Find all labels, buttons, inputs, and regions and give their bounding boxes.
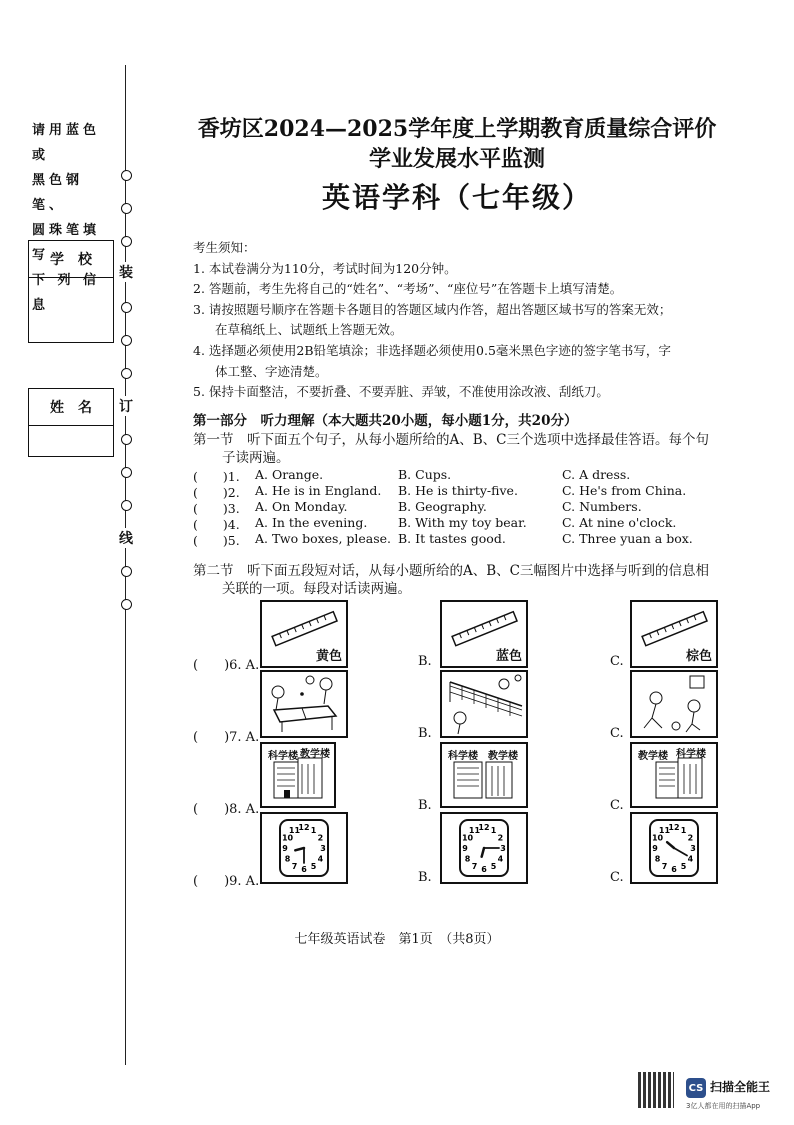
q6-option-b-label: B. (418, 654, 432, 669)
option-b: B. Cups. (398, 467, 452, 482)
q7-picture-b[interactable] (440, 670, 528, 738)
q8-picture-c[interactable] (630, 742, 718, 808)
q7-option-b-label: B. (418, 726, 432, 741)
option-a: A. Two boxes, please. (255, 531, 392, 546)
building-sign: 科学楼 (676, 749, 706, 760)
q8-option-c-label: C. (610, 798, 624, 813)
clock-numeral: 3 (320, 844, 326, 853)
clock-numeral: 5 (490, 862, 497, 872)
building-sign: 教学楼 (638, 751, 668, 762)
tennis-icon (442, 672, 526, 736)
section1-title: 第一节 听下面五个句子，从每小题所给的A、B、C三个选项中选择最佳答语。每个句 (193, 432, 709, 448)
clock-numeral: 2 (497, 833, 504, 843)
q6-option-c-label: C. (610, 654, 624, 669)
clock-numeral: 3 (500, 844, 506, 853)
q7-picture-c[interactable] (630, 670, 718, 738)
option-a: A. In the evening. (255, 515, 368, 530)
q7-option-c-label: C. (610, 726, 624, 741)
instruction-line: 下 列 信 息 (32, 273, 101, 313)
clock-numeral: 7 (291, 862, 298, 872)
ping-pong-icon (262, 672, 346, 736)
clock-numeral: 9 (652, 844, 658, 853)
binding-char-ding: 订 (119, 396, 133, 416)
color-caption: 蓝色 (495, 649, 522, 664)
color-caption: 黄色 (315, 649, 342, 664)
question-number[interactable]: ( )4. (193, 517, 240, 532)
q6-picture-a[interactable] (260, 600, 348, 668)
camscanner-brand: 扫描全能王 (710, 1080, 771, 1094)
clock-icon (262, 814, 346, 882)
q6-picture-b[interactable] (440, 600, 528, 668)
option-a: A. He is in England. (255, 483, 382, 498)
notice-item: 在草稿纸上、试题纸上答题无效。 (215, 322, 403, 338)
question-number[interactable]: ( )5. (193, 533, 240, 548)
clock-numeral: 5 (680, 862, 687, 872)
clock-numeral: 12 (298, 823, 310, 832)
clock-icon (632, 814, 716, 882)
clock-numeral: 8 (654, 854, 661, 864)
clock-numeral: 4 (317, 854, 324, 864)
clock-numeral: 6 (301, 865, 307, 874)
candidate-notice (193, 238, 753, 403)
option-c: C. Three yuan a box. (562, 531, 693, 546)
q7-picture-a[interactable] (260, 670, 348, 738)
building-sign: 教学楼 (300, 749, 330, 760)
binding-hole (121, 467, 132, 478)
option-c: C. He's from China. (562, 483, 687, 498)
exam-title: 香坊区2024—2025学年度上学期教育质量综合评价 (197, 116, 717, 142)
binding-hole (121, 599, 132, 610)
clock-numeral: 11 (468, 825, 481, 835)
color-caption: 棕色 (685, 649, 712, 664)
building-sign: 教学楼 (488, 751, 518, 762)
q9-option-c-label: C. (610, 870, 624, 885)
clock-numeral: 10 (281, 833, 294, 843)
instruction-line: 圆珠笔填写 (32, 223, 101, 263)
clock-numeral: 4 (497, 854, 504, 864)
question-number[interactable]: ( )3. (193, 501, 240, 516)
clock-numeral: 4 (687, 854, 694, 864)
school-label: 学 校 (29, 241, 113, 278)
clock-numeral: 1 (680, 825, 687, 835)
binding-hole (121, 368, 132, 379)
clock-numeral: 10 (461, 833, 474, 843)
clock-numeral: 12 (478, 823, 490, 832)
binding-hole (121, 236, 132, 247)
instruction-line: 请用蓝色或 (32, 123, 101, 163)
notice-heading: 考生须知： (193, 240, 256, 255)
q6-number[interactable]: ( )6. A. (193, 658, 260, 673)
clock-numeral: 3 (690, 844, 696, 853)
clock-numeral: 9 (462, 844, 468, 853)
q6-picture-c[interactable] (630, 600, 718, 668)
name-box (28, 388, 114, 457)
q8-option-b-label: B. (418, 798, 432, 813)
clock-icon (442, 814, 526, 882)
clock-numeral: 8 (464, 854, 471, 864)
binding-char-xian: 线 (119, 528, 133, 548)
clock-numeral: 11 (658, 825, 671, 835)
q9-option-b-label: B. (418, 870, 432, 885)
clock-numeral: 1 (310, 825, 317, 835)
clock-numeral: 10 (651, 833, 664, 843)
clock-numeral: 7 (471, 862, 478, 872)
clock-numeral: 5 (310, 862, 317, 872)
binding-hole (121, 500, 132, 511)
school-field[interactable] (29, 278, 113, 342)
q8-picture-b[interactable] (440, 742, 528, 808)
building-sign: 科学楼 (448, 751, 478, 762)
clock-numeral: 11 (288, 825, 301, 835)
option-b: B. He is thirty-five. (398, 483, 518, 498)
notice-item: 1. 本试卷满分为110分，考试时间为120分钟。 (193, 260, 457, 276)
q8-number[interactable]: ( )8. A. (193, 802, 260, 817)
notice-item: 4. 选择题必须使用2B铅笔填涂；非选择题必须使用0.5毫米黑色字迹的签字笔书写，字 (193, 342, 671, 358)
binding-hole (121, 566, 132, 577)
clock-numeral: 2 (317, 833, 324, 843)
option-a: A. On Monday. (255, 499, 348, 514)
q9-number[interactable]: ( )9. A. (193, 874, 260, 889)
qr-code-icon (638, 1072, 674, 1108)
notice-item: 2. 答题前，考生先将自己的“姓名”、“考场”、“座位号”在答题卡上填写清楚。 (193, 281, 623, 297)
binding-hole (121, 335, 132, 346)
clock-numeral: 6 (671, 865, 677, 874)
notice-item: 体工整、字迹清楚。 (215, 363, 328, 379)
question-row (193, 515, 753, 531)
notice-item: 5. 保持卡面整洁，不要折叠、不要弄脏、弄皱，不准使用涂改液、刮纸刀。 (193, 384, 609, 400)
clock-numeral: 8 (284, 854, 291, 864)
binding-hole (121, 434, 132, 445)
option-b: B. It tastes good. (398, 531, 506, 546)
section2-title: 第二节 听下面五段短对话，从每小题所给的A、B、C三幅图片中选择与听到的信息相 (193, 563, 709, 579)
name-field[interactable] (29, 426, 113, 456)
question-number[interactable]: ( )2. (193, 485, 240, 500)
section2-title-cont: 关联的一项。每段对话读两遍。 (222, 581, 411, 597)
q9-picture-a[interactable] (260, 812, 348, 884)
clock-numeral: 9 (282, 844, 288, 853)
page-footer: 七年级英语试卷 第1页 （共8页） (294, 932, 500, 947)
camscanner-tagline: 3亿人都在用的扫描App (686, 1102, 761, 1110)
option-c: C. Numbers. (562, 499, 642, 514)
school-box (28, 240, 114, 343)
building-sign: 科学楼 (268, 751, 298, 762)
clock-numeral: 2 (687, 833, 694, 843)
clock-numeral: 12 (668, 823, 680, 832)
question-row (193, 531, 753, 547)
question-number[interactable]: ( )1. (193, 469, 240, 484)
notice-item: 3. 请按照题号顺序在答题卡各题目的答题区域内作答，超出答题区域书写的答案无效； (193, 301, 672, 317)
option-c: C. A dress. (562, 467, 631, 482)
option-a: A. Orange. (255, 467, 324, 482)
q9-picture-b[interactable] (440, 812, 528, 884)
clock-numeral: 7 (661, 862, 668, 872)
q7-number[interactable]: ( )7. A. (193, 730, 260, 745)
q9-picture-c[interactable] (630, 812, 718, 884)
option-c: C. At nine o'clock. (562, 515, 677, 530)
option-b: B. With my toy bear. (398, 515, 527, 530)
option-b: B. Geography. (398, 499, 487, 514)
exam-subtitle: 学业发展水平监测 (368, 146, 545, 172)
clock-numeral: 1 (490, 825, 497, 835)
soccer-icon (632, 672, 716, 736)
instruction-line: 黑色钢笔、 (32, 173, 84, 213)
q8-picture-a[interactable] (260, 742, 336, 808)
name-label: 姓 名 (29, 389, 113, 426)
binding-hole (121, 302, 132, 313)
camscanner-logo: CS (686, 1078, 706, 1098)
section1-title-cont: 子读两遍。 (222, 450, 290, 466)
clock-numeral: 6 (481, 865, 487, 874)
question-row (193, 467, 753, 483)
subject-title: 英语学科（七年级） (321, 181, 592, 214)
part1-title: 第一部分 听力理解（本大题共20小题，每小题1分，共20分） (193, 413, 578, 429)
question-row (193, 499, 753, 515)
binding-char-zhuang: 装 (119, 262, 133, 282)
question-row (193, 483, 753, 499)
